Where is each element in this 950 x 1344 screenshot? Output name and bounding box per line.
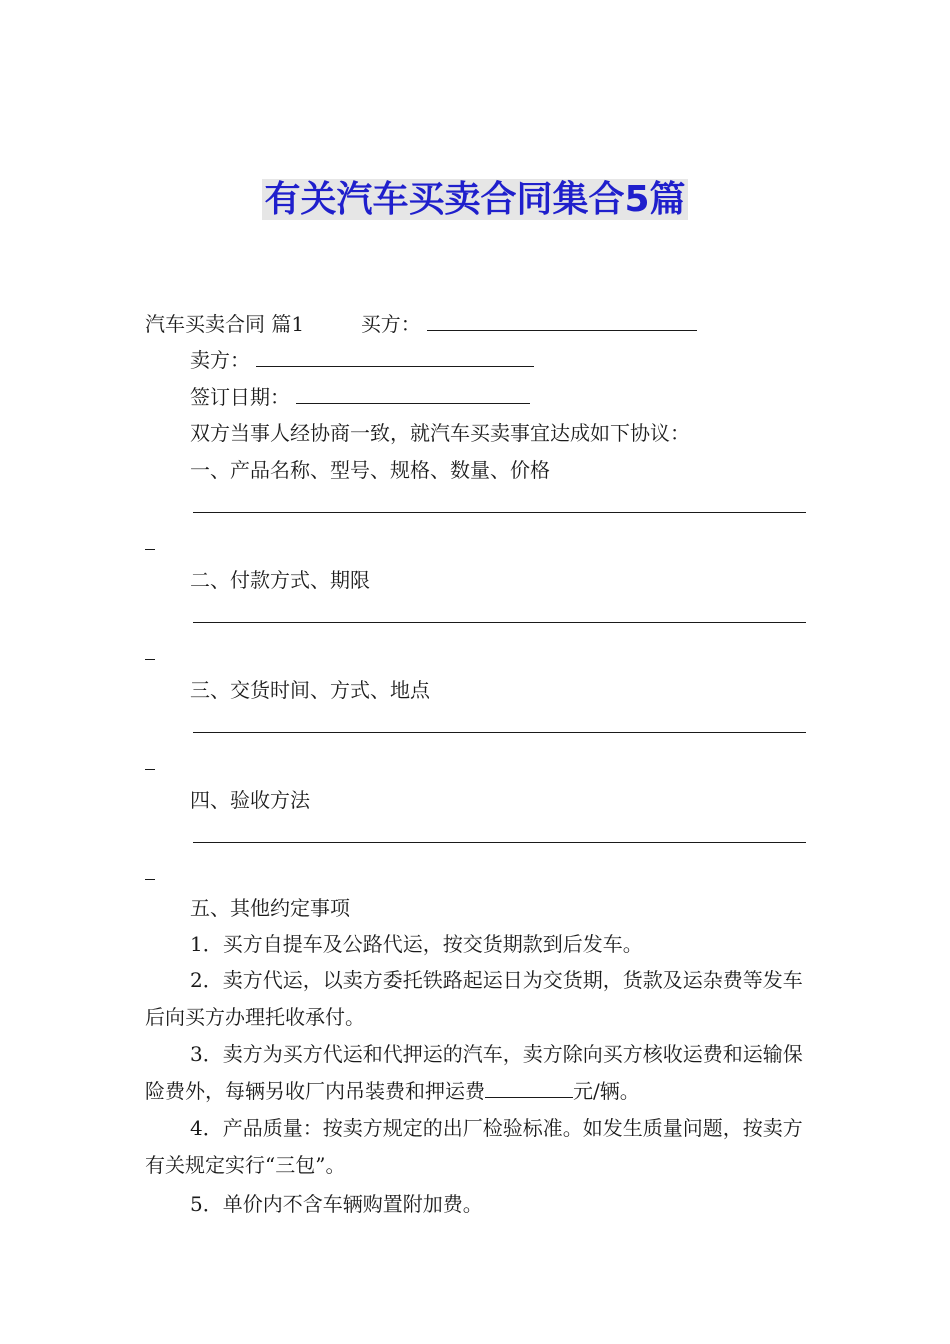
contract-heading: 汽车买卖合同 篇1 xyxy=(145,312,305,336)
date-line xyxy=(190,381,530,412)
seller-label: 卖方： xyxy=(190,348,250,372)
item-2: 2．卖方代运，以卖方委托铁路起运日为交货期，货款及运杂费等发车后向买方办理托收承付。 xyxy=(145,968,803,1029)
buyer-label: 买方： xyxy=(360,312,421,336)
contract-heading-line xyxy=(145,308,697,339)
item-4: 4．产品质量：按卖方规定的出厂检验标准。如发生质量问题，按卖方有关规定实行“三包”。 xyxy=(145,1116,803,1177)
section-4-heading: 四、验收方法 xyxy=(190,788,310,812)
section-1-heading: 一、产品名称、型号、规格、数量、价格 xyxy=(190,458,550,482)
section-1-blank-tail xyxy=(145,549,155,550)
seller-blank xyxy=(256,344,534,367)
section-3-heading: 三、交货时间、方式、地点 xyxy=(190,678,430,702)
section-4-blank-tail xyxy=(145,879,155,880)
section-3-blank xyxy=(193,732,806,733)
date-label: 签订日期： xyxy=(190,385,290,409)
section-4-blank xyxy=(193,842,806,843)
date-blank xyxy=(296,381,530,404)
item-3-text: 3．卖方为买方代运和代押运的汽车，卖方除向买方核收运费和运输保险费外，每辆另收厂内吊装费和押运费 xyxy=(145,1042,803,1103)
item-5: 5．单价内不含车辆购置附加费。 xyxy=(190,1192,483,1216)
item-3-blank xyxy=(485,1077,573,1098)
section-2-blank-tail xyxy=(145,659,155,660)
seller-line xyxy=(190,344,534,375)
item-1: 1．买方自提车及公路代运，按交货期款到后发车。 xyxy=(190,932,643,956)
item-3-suffix: 元/辆。 xyxy=(573,1079,640,1103)
document-title: 有关汽车买卖合同集合5篇 xyxy=(264,179,686,220)
intro-text: 双方当事人经协商一致，就汽车买卖事宜达成如下协议： xyxy=(190,421,690,445)
item-3 xyxy=(145,1036,809,1110)
section-2-blank xyxy=(193,622,806,623)
buyer-blank xyxy=(427,308,697,331)
section-5-heading: 五、其他约定事项 xyxy=(190,896,350,920)
section-2-heading: 二、付款方式、期限 xyxy=(190,568,370,592)
section-3-blank-tail xyxy=(145,769,155,770)
section-1-blank xyxy=(193,512,806,513)
